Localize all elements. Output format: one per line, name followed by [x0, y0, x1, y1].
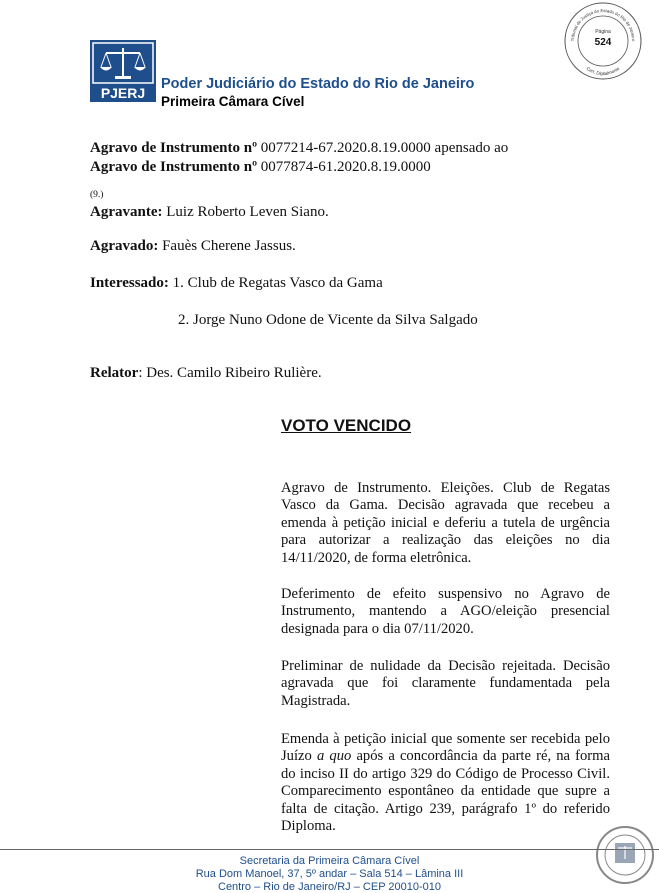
- case-line-2-label: Agravo de Instrumento nº: [90, 159, 258, 175]
- logo-text: PJERJ: [100, 85, 146, 101]
- relator-value: : Des. Camilo Ribeiro Rulière.: [138, 365, 322, 381]
- ementa-paragraph-4-part-a: Emenda à petição inicial que somente ser recebida pelo Juízo: [281, 731, 610, 765]
- agravante-line: [90, 204, 329, 221]
- stamp-top-text: Tribunal de Justiça do Estado do Rio de Janeiro: [569, 7, 637, 42]
- case-line-1-label: Agravo de Instrumento nº: [90, 140, 258, 156]
- stamp-label: Página: [595, 29, 611, 35]
- page-number: 524: [594, 37, 612, 48]
- interessado-label: Interessado:: [90, 275, 169, 291]
- ementa-paragraph-4-emphasis: a quo: [316, 748, 352, 765]
- case-note: (9.): [90, 190, 104, 200]
- agravante-value: Luiz Roberto Leven Siano.: [162, 204, 329, 220]
- agravado-line: [90, 238, 296, 255]
- footer-rule: [0, 849, 659, 850]
- agravante-label: Agravante:: [90, 204, 163, 220]
- case-line-1: [90, 140, 508, 157]
- document-title: VOTO VENCIDO: [281, 416, 412, 435]
- ementa-paragraph-1: Agravo de Instrumento. Eleições. Club de Regatas Vasco da Gama. Decisão agravada que recebeu a emenda à petição inicial e deferiu a tutela de urgência para autorizar a realização das eleições no dia 14/11/2020, de forma eletrônica.: [281, 480, 610, 566]
- footer-line-3: Centro – Rio de Janeiro/RJ – CEP 20010-010: [218, 881, 441, 893]
- ementa-paragraph-4-part-b: após a concordância da parte ré, na forma do inciso II do artigo 329 do Código de Processo Civil. Comparecimento espontâneo da entidade que supre a falta de citação. Artigo 239, parágrafo 1º do referido Diploma.: [281, 748, 610, 835]
- interessado-1: 1. Club de Regatas Vasco da Gama: [168, 275, 383, 291]
- case-line-2-value: 0077874-61.2020.8.19.0000: [257, 159, 431, 175]
- agravado-label: Agravado:: [90, 238, 159, 254]
- agravado-value: Fauès Cherene Jassus.: [158, 238, 296, 254]
- org-subtitle: Primeira Câmara Cível: [161, 94, 305, 109]
- relator-label: Relator: [90, 365, 139, 381]
- case-line-1-value: 0077214-67.2020.8.19.0000 apensado ao: [257, 140, 509, 156]
- relator-line: [90, 365, 322, 382]
- ementa-paragraph-3: Preliminar de nulidade da Decisão rejeitada. Decisão agravada que foi claramente fundamentada pela Magistrada.: [281, 658, 610, 709]
- stamp-bottom-text: Cert. Digitalmente: [585, 65, 621, 77]
- pjerj-logo: [90, 40, 156, 102]
- page-stamp: [562, 0, 644, 82]
- footer-line-1: Secretaria da Primeira Câmara Cível: [239, 855, 420, 867]
- interessado-2: 2. Jorge Nuno Odone de Vicente da Silva Salgado: [178, 312, 478, 328]
- case-line-2: [90, 159, 431, 176]
- svg-text:Cert. Digitalmente: [586, 66, 621, 76]
- ementa-paragraph-4: [281, 731, 610, 835]
- footer-line-2: Rua Dom Manoel, 37, 5º andar – Sala 514 – Lâmina III: [195, 868, 464, 880]
- ementa-paragraph-2: Deferimento de efeito suspensivo no Agravo de Instrumento, mantendo a AGO/eleição presencial designada para o dia 07/11/2020.: [281, 586, 610, 637]
- org-name: Poder Judiciário do Estado do Rio de Janeiro: [161, 76, 475, 92]
- interessado-line: [90, 275, 383, 292]
